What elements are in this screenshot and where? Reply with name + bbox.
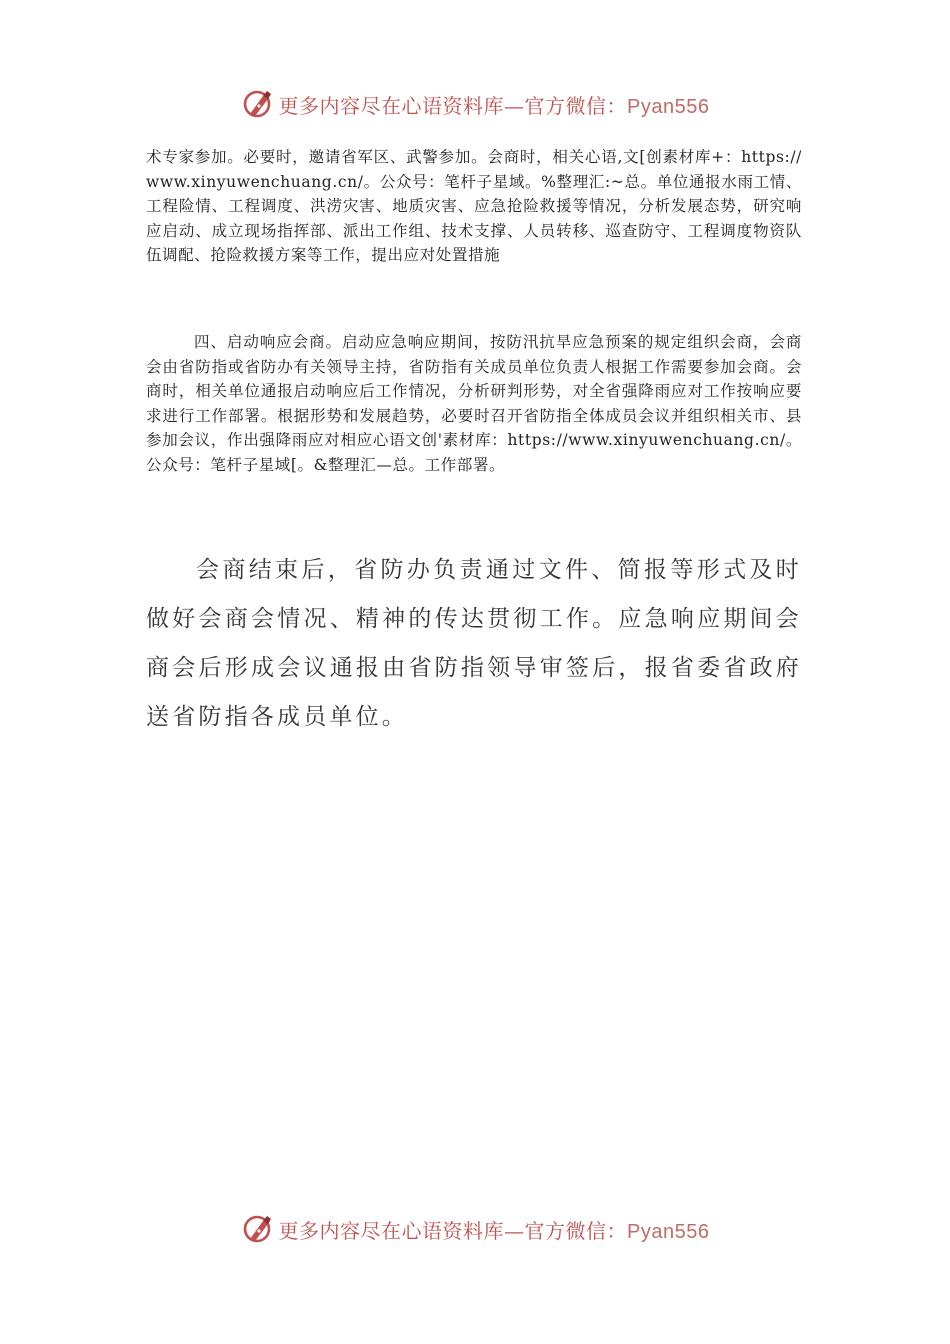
pen-nib-circle-icon: [241, 87, 275, 121]
banner-text: [279, 1215, 710, 1244]
pen-nib-circle-icon: [241, 1212, 275, 1246]
banner-text-cn: 更多内容尽在心语资料库—官方微信：: [278, 93, 628, 118]
paragraph-3: 会商结束后，省防办负责通过文件、简报等形式及时做好会商会情况、精神的传达贯彻工作。应急响应期间会商会后形成会议通报由省防指领导审签后，报省委省政府送省防指各成员单位。: [146, 557, 802, 730]
banner-text: [279, 90, 710, 119]
paragraph-1: 术专家参加。必要时，邀请省军区、武警参加。会商时，相关心语,文[创素材库+：https://www.xinyuwenchuang.cn/。公众号：笔杆子星域。%整理汇:~总。单位通报水雨工情、工程险情、工程调度、洪涝灾害、地质灾害、应急抢险救援等情况，分析发展态势，研究响应启动、成立现场指挥部、派出工作组、技术支撑、人员转移、巡查防守、工程调度物资队伍调配、抢险救援方案等工作，提出应对处置措施: [146, 148, 802, 264]
banner-text-cn: 更多内容尽在心语资料库—官方微信：: [278, 1218, 628, 1243]
paragraph-2: 四、启动响应会商。启动应急响应期间，按防汛抗旱应急预案的规定组织会商，会商会由省防指或省防办有关领导主持，省防指有关成员单位负责人根据工作需要参加会商。会商时，相关单位通报启动响应后工作情况，分析研判形势，对全省强降雨应对工作按响应要求进行工作部署。根据形势和发展趋势，必要时召开省防指全体成员会议并组织相关市、县参加会议，作出强降雨应对相应心语文创'素材库：https://www.xinyuwenchuang.cn/。公众号：笔杆子星域[。&整理汇—总。工作部署。: [146, 333, 802, 474]
banner-wechat-id: Pyan556: [627, 1220, 710, 1243]
header-banner: [0, 82, 950, 126]
footer-banner: [0, 1207, 950, 1251]
banner-wechat-id: Pyan556: [627, 95, 710, 118]
